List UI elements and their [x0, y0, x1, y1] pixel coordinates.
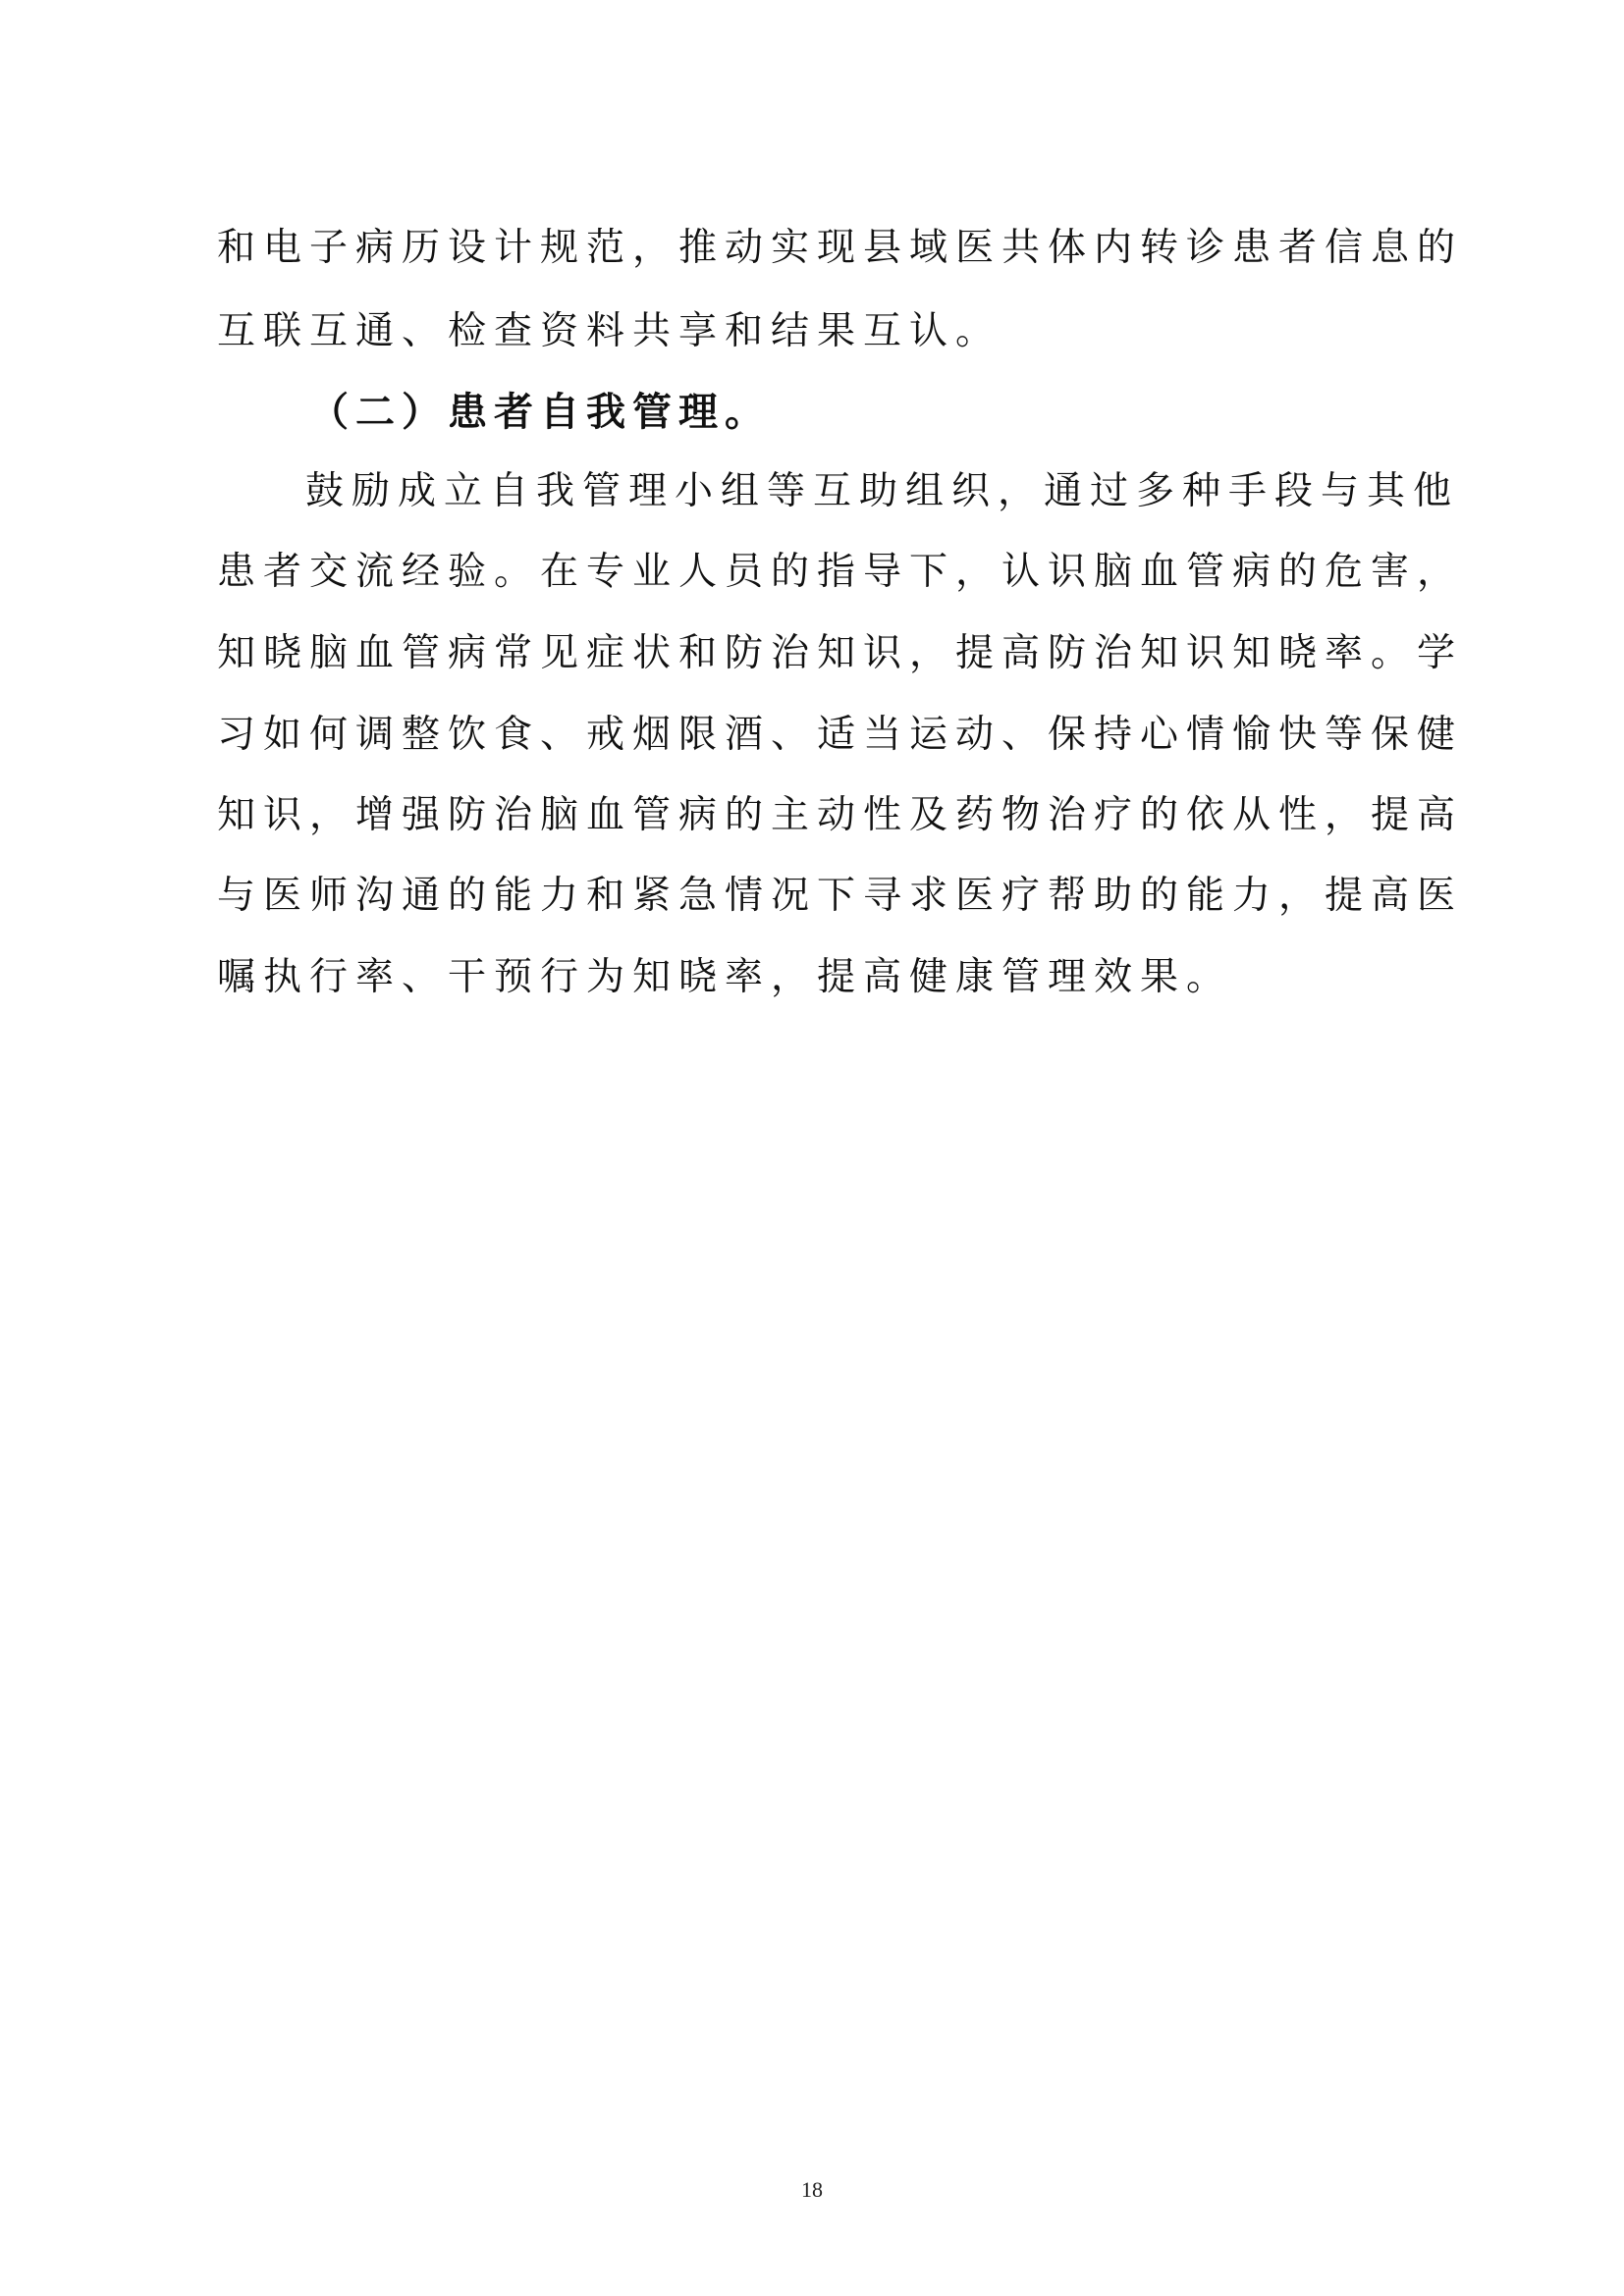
body-text-line: 嘱执行率、干预行为知晓率，提高健康管理效果。 [217, 955, 1233, 999]
page-number: 18 [801, 2177, 823, 2202]
body-text-line: 与医师沟通的能力和紧急情况下寻求医疗帮助的能力，提高医 [217, 874, 1464, 918]
body-text-line: 知识，增强防治脑血管病的主动性及药物治疗的依从性，提高 [217, 793, 1464, 837]
body-text-line: 知晓脑血管病常见症状和防治知识，提高防治知识知晓率。学 [217, 631, 1464, 675]
body-text-line: 互联互通、检查资料共享和结果互认。 [217, 309, 1002, 353]
body-text-line: 鼓励成立自我管理小组等互助组织，通过多种手段与其他 [305, 469, 1460, 513]
body-text-line: 和电子病历设计规范，推动实现县域医共体内转诊患者信息的 [217, 226, 1464, 270]
body-text-line: 习如何调整饮食、戒烟限酒、适当运动、保持心情愉快等保健 [217, 713, 1464, 757]
section-heading: （二）患者自我管理。 [309, 390, 771, 435]
body-text-line: 患者交流经验。在专业人员的指导下，认识脑血管病的危害， [217, 550, 1464, 594]
